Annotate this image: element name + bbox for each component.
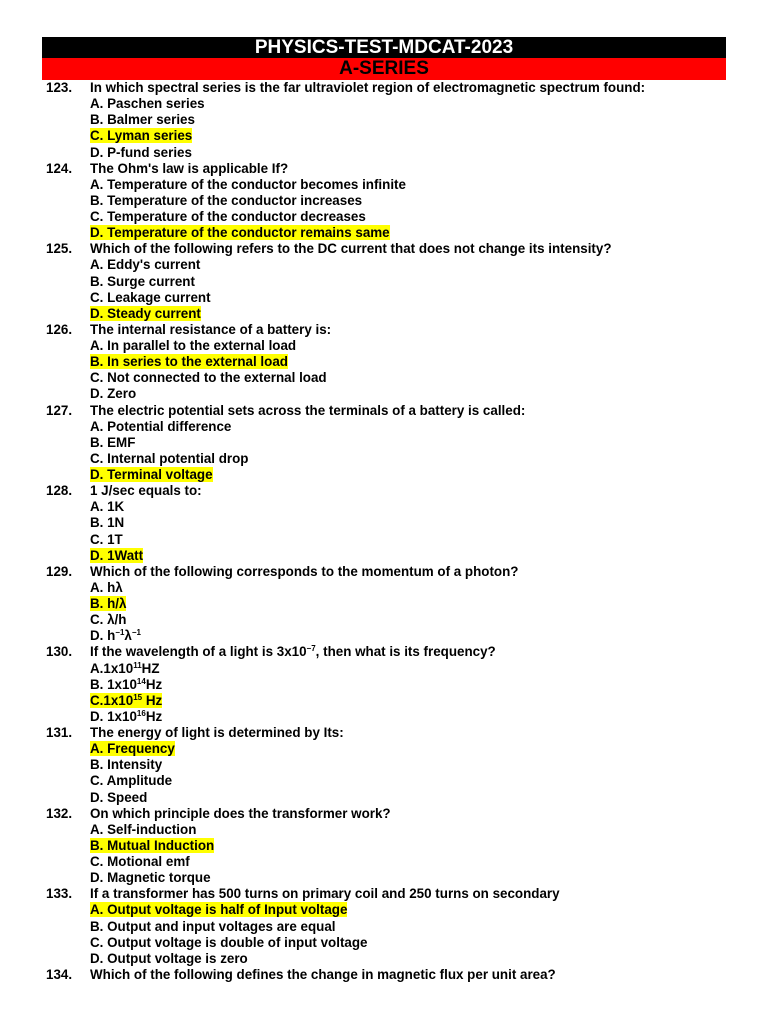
option-row bbox=[0, 757, 768, 773]
answer-option: D. Magnetic torque bbox=[90, 870, 211, 886]
answer-option: C. Temperature of the conductor decreases bbox=[90, 209, 366, 224]
question-text: The electric potential sets across the terminals of a battery is called: bbox=[90, 402, 526, 418]
option-row bbox=[0, 467, 768, 483]
question-text: Which of the following refers to the DC current that does not change its intensity? bbox=[90, 241, 612, 257]
option-row bbox=[0, 193, 768, 209]
question-number: 127. bbox=[46, 402, 73, 418]
option-row bbox=[0, 854, 768, 870]
question-1 bbox=[0, 161, 768, 177]
option-row bbox=[0, 902, 768, 918]
correct-answer-option: D. 1Watt bbox=[90, 547, 144, 563]
option-row bbox=[0, 741, 768, 757]
answer-option: B. Balmer series bbox=[90, 112, 195, 128]
option-row bbox=[0, 257, 768, 273]
question-number: 132. bbox=[46, 805, 73, 821]
question-11 bbox=[0, 967, 768, 983]
answer-option: B. Temperature of the conductor increases bbox=[90, 192, 363, 208]
option-row bbox=[0, 386, 768, 402]
text-run: B. 1x10 bbox=[90, 676, 137, 692]
question-6 bbox=[0, 564, 768, 580]
answer-option bbox=[90, 661, 160, 676]
option-row bbox=[0, 677, 768, 693]
question-3 bbox=[0, 322, 768, 338]
question-number: 128. bbox=[46, 483, 73, 499]
text-run: HZ bbox=[141, 660, 160, 676]
option-row bbox=[0, 580, 768, 596]
question-number: 123. bbox=[46, 80, 73, 95]
option-row bbox=[0, 693, 768, 709]
question-number: 134. bbox=[46, 966, 73, 982]
answer-option: C. Internal potential drop bbox=[90, 450, 249, 466]
answer-option: A. Potential difference bbox=[90, 418, 232, 434]
answer-option: B. EMF bbox=[90, 434, 136, 450]
answer-option bbox=[90, 628, 141, 643]
question-text: If a transformer has 500 turns on primary coil and 250 turns on secondary bbox=[90, 886, 560, 902]
correct-answer-option: A. Frequency bbox=[90, 741, 175, 757]
answer-option: C. 1T bbox=[90, 531, 123, 547]
question-text bbox=[90, 644, 496, 660]
option-row bbox=[0, 661, 768, 677]
option-row bbox=[0, 628, 768, 644]
option-row bbox=[0, 419, 768, 435]
text-run: Hz bbox=[145, 676, 163, 692]
text-run: λ bbox=[124, 628, 132, 644]
question-number: 133. bbox=[46, 886, 73, 902]
option-row bbox=[0, 709, 768, 725]
question-number: 126. bbox=[46, 321, 73, 337]
question-0 bbox=[0, 80, 768, 96]
answer-option: D. Speed bbox=[90, 789, 148, 805]
superscript: 16 bbox=[136, 708, 146, 718]
answer-option: A. Self-induction bbox=[90, 821, 197, 837]
option-row bbox=[0, 951, 768, 967]
question-7 bbox=[0, 644, 768, 660]
question-number: 131. bbox=[46, 725, 73, 740]
answer-option: B. Output and input voltages are equal bbox=[90, 918, 336, 934]
question-text: The internal resistance of a battery is: bbox=[90, 321, 332, 337]
answer-option: A. Eddy's current bbox=[90, 257, 201, 273]
option-row bbox=[0, 838, 768, 854]
text-run: If the wavelength of a light is 3x10 bbox=[90, 644, 307, 660]
text-run: C.1x10 bbox=[90, 692, 134, 708]
correct-answer-option: C. Lyman series bbox=[90, 128, 193, 144]
option-row bbox=[0, 596, 768, 612]
question-10 bbox=[0, 886, 768, 902]
option-row bbox=[0, 354, 768, 370]
answer-option: D. P-fund series bbox=[90, 144, 192, 160]
correct-answer-option bbox=[90, 693, 162, 708]
question-text: In which spectral series is the far ultraviolet region of electromagnetic spectrum found: bbox=[90, 80, 646, 95]
answer-option: A. Temperature of the conductor becomes infinite bbox=[90, 176, 406, 192]
answer-option: C. Output voltage is double of input voltage bbox=[90, 934, 368, 950]
correct-answer-option: D. Steady current bbox=[90, 305, 201, 321]
text-run: D. h bbox=[90, 628, 116, 644]
correct-answer-option: B. In series to the external load bbox=[90, 354, 288, 370]
answer-option: A. hλ bbox=[90, 579, 123, 595]
answer-option: D. Output voltage is zero bbox=[90, 950, 248, 966]
test-title-banner: PHYSICS-TEST-MDCAT-2023 bbox=[42, 37, 726, 58]
question-text: The energy of light is determined by Its: bbox=[90, 725, 344, 740]
question-number: 129. bbox=[46, 563, 73, 579]
option-row bbox=[0, 290, 768, 306]
option-row bbox=[0, 96, 768, 112]
correct-answer-option: B. Mutual Induction bbox=[90, 837, 215, 853]
option-row bbox=[0, 145, 768, 161]
option-row bbox=[0, 870, 768, 886]
text-run: Hz bbox=[142, 692, 163, 708]
answer-option: C. Not connected to the external load bbox=[90, 370, 327, 386]
option-row bbox=[0, 112, 768, 128]
question-8 bbox=[0, 725, 768, 741]
option-row bbox=[0, 515, 768, 531]
option-row bbox=[0, 306, 768, 322]
answer-option: A. In parallel to the external load bbox=[90, 338, 297, 353]
answer-option: C. λ/h bbox=[90, 612, 127, 628]
question-text: On which principle does the transformer work? bbox=[90, 805, 391, 821]
question-text: Which of the following corresponds to the momentum of a photon? bbox=[90, 563, 519, 579]
option-row bbox=[0, 177, 768, 193]
option-row bbox=[0, 274, 768, 290]
option-row bbox=[0, 612, 768, 628]
superscript: 14 bbox=[136, 676, 146, 686]
superscript: −1 bbox=[115, 628, 125, 638]
question-text: Which of the following defines the change in magnetic flux per unit area? bbox=[90, 966, 556, 982]
answer-option: A. Paschen series bbox=[90, 96, 205, 112]
answer-option: C. Motional emf bbox=[90, 854, 190, 869]
superscript: 11 bbox=[133, 660, 142, 670]
question-text: The Ohm's law is applicable If? bbox=[90, 160, 289, 176]
question-9 bbox=[0, 806, 768, 822]
superscript: −1 bbox=[131, 628, 141, 638]
answer-option: D. Zero bbox=[90, 386, 137, 402]
text-run: A.1x10 bbox=[90, 660, 134, 676]
question-text: 1 J/sec equals to: bbox=[90, 483, 202, 499]
text-run: , then what is its frequency? bbox=[315, 644, 496, 660]
option-row bbox=[0, 919, 768, 935]
question-number: 124. bbox=[46, 160, 73, 176]
answer-option: C. Amplitude bbox=[90, 773, 173, 789]
option-row bbox=[0, 209, 768, 225]
answer-option: B. Intensity bbox=[90, 757, 163, 773]
answer-option bbox=[90, 677, 162, 692]
correct-answer-option: A. Output voltage is half of Input voltage bbox=[90, 902, 348, 918]
superscript: −7 bbox=[306, 644, 316, 654]
option-row bbox=[0, 773, 768, 789]
option-row bbox=[0, 935, 768, 951]
series-banner: A-SERIES bbox=[42, 58, 726, 80]
option-row bbox=[0, 225, 768, 241]
correct-answer-option: B. h/λ bbox=[90, 596, 127, 611]
answer-option bbox=[90, 709, 162, 724]
answer-option: B. Surge current bbox=[90, 273, 195, 289]
question-number: 125. bbox=[46, 241, 73, 257]
question-5 bbox=[0, 483, 768, 499]
option-row bbox=[0, 128, 768, 144]
question-list bbox=[0, 80, 768, 983]
superscript: 15 bbox=[133, 692, 143, 702]
option-row bbox=[0, 435, 768, 451]
question-2 bbox=[0, 241, 768, 257]
question-number: 130. bbox=[46, 644, 73, 660]
answer-option: B. 1N bbox=[90, 515, 125, 531]
option-row bbox=[0, 370, 768, 386]
answer-option: C. Leakage current bbox=[90, 289, 211, 305]
option-row bbox=[0, 338, 768, 354]
option-row bbox=[0, 790, 768, 806]
correct-answer-option: D. Temperature of the conductor remains same bbox=[90, 225, 390, 241]
correct-answer-option: D. Terminal voltage bbox=[90, 467, 213, 482]
option-row bbox=[0, 548, 768, 564]
answer-option: A. 1K bbox=[90, 499, 125, 515]
option-row bbox=[0, 532, 768, 548]
question-4 bbox=[0, 403, 768, 419]
text-run: D. 1x10 bbox=[90, 708, 137, 724]
option-row bbox=[0, 822, 768, 838]
text-run: Hz bbox=[145, 708, 163, 724]
option-row bbox=[0, 451, 768, 467]
option-row bbox=[0, 499, 768, 515]
